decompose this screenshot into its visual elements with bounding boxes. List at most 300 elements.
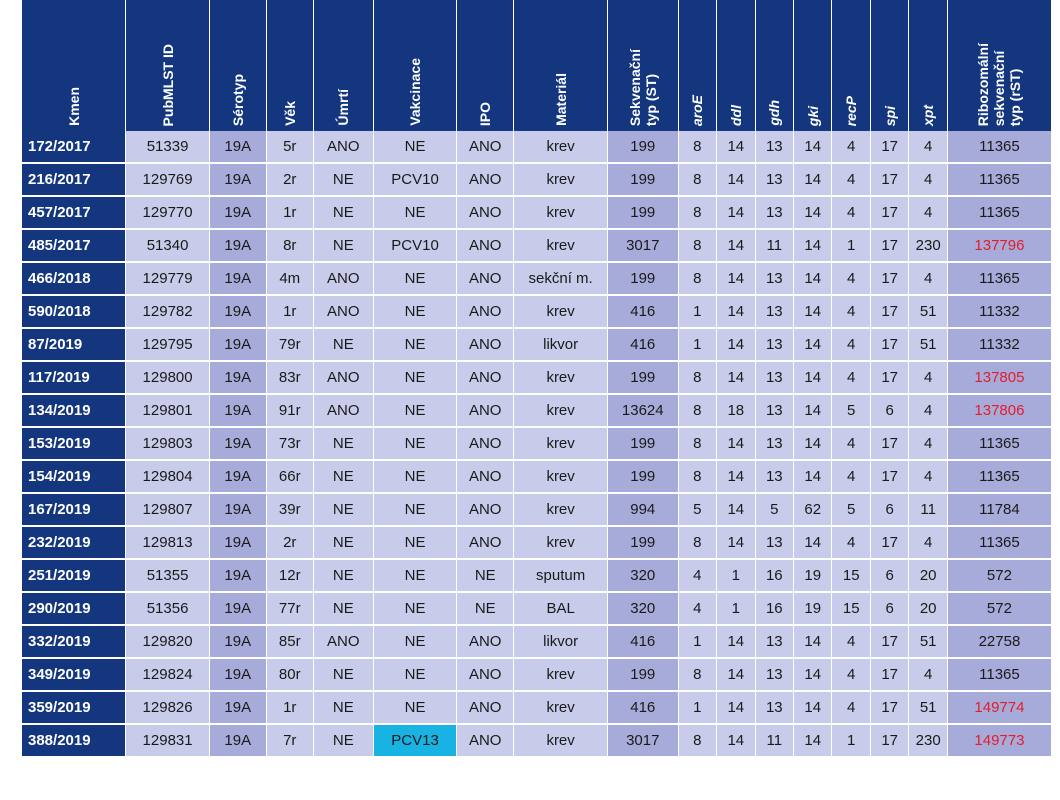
cell-vek: 1r	[266, 295, 313, 328]
column-header-kmen	[22, 0, 126, 131]
cell-ipo: ANO	[457, 625, 514, 658]
cell-aroE: 8	[678, 460, 716, 493]
cell-vek: 79r	[266, 328, 313, 361]
cell-ipo: ANO	[457, 328, 514, 361]
column-header-label: ddl	[727, 105, 744, 126]
cell-serotyp: 19A	[209, 559, 266, 592]
cell-ddl: 14	[717, 163, 755, 196]
cell-ddl: 14	[717, 427, 755, 460]
cell-rst: 149774	[947, 691, 1051, 724]
cell-ddl: 14	[717, 295, 755, 328]
cell-ipo: ANO	[457, 196, 514, 229]
cell-vek: 91r	[266, 394, 313, 427]
cell-pubmlst: 129795	[126, 328, 209, 361]
column-header-label: Úmrtí	[335, 89, 352, 126]
cell-vakcinace: NE	[373, 592, 456, 625]
cell-gdh: 16	[755, 559, 793, 592]
cell-vakcinace: NE	[373, 394, 456, 427]
cell-material: krev	[514, 229, 608, 262]
cell-pubmlst: 51355	[126, 559, 209, 592]
cell-rst: 11365	[947, 163, 1051, 196]
cell-ipo: ANO	[457, 658, 514, 691]
cell-vek: 39r	[266, 493, 313, 526]
cell-serotyp: 19A	[209, 724, 266, 757]
cell-recP: 1	[832, 229, 870, 262]
cell-umrti: ANO	[313, 262, 373, 295]
table-row	[22, 526, 1052, 559]
cell-material: krev	[514, 658, 608, 691]
cell-vakcinace: PCV10	[373, 229, 456, 262]
cell-st: 199	[607, 361, 678, 394]
cell-kmen: 87/2019	[22, 328, 126, 361]
cell-spi: 6	[870, 559, 908, 592]
table-row	[22, 691, 1052, 724]
cell-vek: 83r	[266, 361, 313, 394]
cell-pubmlst: 129769	[126, 163, 209, 196]
cell-ddl: 14	[717, 493, 755, 526]
table-row	[22, 724, 1052, 757]
cell-spi: 17	[870, 658, 908, 691]
cell-material: krev	[514, 131, 608, 163]
cell-st: 416	[607, 295, 678, 328]
cell-kmen: 388/2019	[22, 724, 126, 757]
cell-vakcinace: NE	[373, 493, 456, 526]
column-header-xpt	[909, 0, 947, 131]
cell-gdh: 13	[755, 625, 793, 658]
cell-kmen: 332/2019	[22, 625, 126, 658]
cell-recP: 4	[832, 691, 870, 724]
cell-pubmlst: 129800	[126, 361, 209, 394]
cell-spi: 6	[870, 394, 908, 427]
cell-gki: 14	[794, 361, 832, 394]
cell-pubmlst: 129820	[126, 625, 209, 658]
cell-recP: 15	[832, 592, 870, 625]
column-header-material	[514, 0, 608, 131]
cell-umrti: NE	[313, 460, 373, 493]
cell-ddl: 14	[717, 196, 755, 229]
cell-gki: 14	[794, 427, 832, 460]
cell-umrti: NE	[313, 229, 373, 262]
column-header-vek	[266, 0, 313, 131]
cell-xpt: 4	[909, 262, 947, 295]
cell-aroE: 8	[678, 262, 716, 295]
cell-spi: 17	[870, 691, 908, 724]
cell-kmen: 466/2018	[22, 262, 126, 295]
cell-vek: 77r	[266, 592, 313, 625]
cell-vek: 85r	[266, 625, 313, 658]
cell-ddl: 18	[717, 394, 755, 427]
cell-ipo: ANO	[457, 394, 514, 427]
column-header-label: gki	[804, 105, 821, 126]
cell-material: sekční m.	[514, 262, 608, 295]
cell-gki: 14	[794, 460, 832, 493]
column-header-ddl	[717, 0, 755, 131]
cell-ipo: ANO	[457, 526, 514, 559]
column-header-st	[607, 0, 678, 131]
cell-vakcinace: NE	[373, 262, 456, 295]
cell-recP: 4	[832, 262, 870, 295]
cell-vakcinace: NE	[373, 427, 456, 460]
cell-ddl: 14	[717, 460, 755, 493]
cell-xpt: 20	[909, 559, 947, 592]
cell-gki: 14	[794, 658, 832, 691]
column-header-label: recP	[843, 95, 860, 126]
cell-vakcinace: NE	[373, 295, 456, 328]
cell-ddl: 14	[717, 691, 755, 724]
cell-st: 320	[607, 592, 678, 625]
cell-st: 199	[607, 196, 678, 229]
column-header-label: Materiál	[552, 73, 569, 126]
cell-pubmlst: 51340	[126, 229, 209, 262]
cell-pubmlst: 129770	[126, 196, 209, 229]
cell-kmen: 590/2018	[22, 295, 126, 328]
cell-umrti: ANO	[313, 394, 373, 427]
cell-aroE: 1	[678, 295, 716, 328]
table-row	[22, 658, 1052, 691]
cell-recP: 4	[832, 427, 870, 460]
cell-vakcinace: NE	[373, 328, 456, 361]
cell-umrti: NE	[313, 427, 373, 460]
cell-serotyp: 19A	[209, 295, 266, 328]
cell-rst: 11365	[947, 526, 1051, 559]
cell-st: 416	[607, 691, 678, 724]
cell-xpt: 4	[909, 427, 947, 460]
column-header-label: Sekvenační typ (ST)	[626, 48, 659, 126]
cell-material: krev	[514, 427, 608, 460]
cell-gdh: 13	[755, 427, 793, 460]
column-header-label: spi	[881, 105, 898, 126]
cell-xpt: 4	[909, 163, 947, 196]
cell-gki: 14	[794, 295, 832, 328]
cell-ipo: NE	[457, 559, 514, 592]
cell-vek: 7r	[266, 724, 313, 757]
cell-spi: 17	[870, 196, 908, 229]
cell-kmen: 349/2019	[22, 658, 126, 691]
table-row	[22, 394, 1052, 427]
cell-material: krev	[514, 460, 608, 493]
cell-umrti: ANO	[313, 625, 373, 658]
table-body	[22, 131, 1052, 757]
cell-ipo: ANO	[457, 262, 514, 295]
cell-material: krev	[514, 493, 608, 526]
cell-material: sputum	[514, 559, 608, 592]
cell-st: 13624	[607, 394, 678, 427]
cell-recP: 5	[832, 394, 870, 427]
cell-st: 199	[607, 262, 678, 295]
cell-gdh: 13	[755, 658, 793, 691]
cell-gdh: 13	[755, 196, 793, 229]
cell-umrti: NE	[313, 328, 373, 361]
cell-ipo: ANO	[457, 691, 514, 724]
cell-xpt: 4	[909, 394, 947, 427]
cell-xpt: 20	[909, 592, 947, 625]
cell-recP: 4	[832, 625, 870, 658]
cell-ddl: 1	[717, 559, 755, 592]
cell-umrti: NE	[313, 592, 373, 625]
cell-spi: 6	[870, 592, 908, 625]
column-header-spi	[870, 0, 908, 131]
table-row	[22, 592, 1052, 625]
cell-gki: 14	[794, 328, 832, 361]
cell-gdh: 13	[755, 394, 793, 427]
cell-vakcinace: NE	[373, 691, 456, 724]
table-row	[22, 229, 1052, 262]
cell-kmen: 117/2019	[22, 361, 126, 394]
cell-gki: 14	[794, 724, 832, 757]
cell-rst: 11332	[947, 295, 1051, 328]
column-header-label: Sérotyp	[229, 73, 246, 126]
cell-ddl: 14	[717, 526, 755, 559]
table-row	[22, 328, 1052, 361]
cell-material: krev	[514, 526, 608, 559]
cell-st: 199	[607, 526, 678, 559]
cell-vek: 1r	[266, 196, 313, 229]
cell-gki: 14	[794, 229, 832, 262]
cell-st: 416	[607, 625, 678, 658]
cell-rst: 11784	[947, 493, 1051, 526]
cell-pubmlst: 129782	[126, 295, 209, 328]
cell-aroE: 8	[678, 229, 716, 262]
cell-material: krev	[514, 196, 608, 229]
table-row	[22, 262, 1052, 295]
cell-spi: 17	[870, 131, 908, 163]
cell-rst: 11365	[947, 262, 1051, 295]
cell-st: 416	[607, 328, 678, 361]
cell-gki: 14	[794, 394, 832, 427]
column-header-pubmlst	[126, 0, 209, 131]
cell-aroE: 8	[678, 658, 716, 691]
table-row	[22, 361, 1052, 394]
cell-st: 199	[607, 163, 678, 196]
cell-rst: 11365	[947, 196, 1051, 229]
cell-recP: 4	[832, 526, 870, 559]
cell-ddl: 14	[717, 361, 755, 394]
table-row	[22, 559, 1052, 592]
cell-pubmlst: 129826	[126, 691, 209, 724]
cell-serotyp: 19A	[209, 163, 266, 196]
column-header-aroE	[678, 0, 716, 131]
cell-vek: 66r	[266, 460, 313, 493]
cell-xpt: 11	[909, 493, 947, 526]
cell-xpt: 4	[909, 196, 947, 229]
cell-spi: 17	[870, 262, 908, 295]
cell-gki: 14	[794, 196, 832, 229]
table-header	[22, 0, 1052, 131]
cell-serotyp: 19A	[209, 658, 266, 691]
cell-rst: 137796	[947, 229, 1051, 262]
cell-xpt: 51	[909, 691, 947, 724]
cell-pubmlst: 129824	[126, 658, 209, 691]
cell-ipo: ANO	[457, 724, 514, 757]
cell-rst: 11365	[947, 131, 1051, 163]
cell-gdh: 13	[755, 163, 793, 196]
cell-serotyp: 19A	[209, 526, 266, 559]
cell-vakcinace: PCV13	[373, 724, 456, 757]
cell-material: krev	[514, 361, 608, 394]
cell-ipo: ANO	[457, 460, 514, 493]
cell-material: krev	[514, 295, 608, 328]
cell-pubmlst: 129803	[126, 427, 209, 460]
cell-ipo: ANO	[457, 131, 514, 163]
cell-recP: 4	[832, 361, 870, 394]
cell-aroE: 1	[678, 328, 716, 361]
cell-kmen: 216/2017	[22, 163, 126, 196]
cell-rst: 137805	[947, 361, 1051, 394]
column-header-rst	[947, 0, 1051, 131]
cell-vakcinace: NE	[373, 625, 456, 658]
cell-aroE: 8	[678, 361, 716, 394]
cell-umrti: ANO	[313, 295, 373, 328]
cell-serotyp: 19A	[209, 131, 266, 163]
cell-rst: 572	[947, 592, 1051, 625]
cell-material: BAL	[514, 592, 608, 625]
column-header-label: Ribozomální sekvenační typ (rST)	[975, 42, 1024, 126]
cell-spi: 6	[870, 493, 908, 526]
cell-gdh: 13	[755, 131, 793, 163]
cell-serotyp: 19A	[209, 460, 266, 493]
table-row	[22, 625, 1052, 658]
cell-aroE: 8	[678, 131, 716, 163]
cell-kmen: 485/2017	[22, 229, 126, 262]
table-row	[22, 295, 1052, 328]
cell-gdh: 13	[755, 460, 793, 493]
cell-ipo: ANO	[457, 361, 514, 394]
cell-rst: 11365	[947, 427, 1051, 460]
cell-xpt: 4	[909, 658, 947, 691]
cell-umrti: NE	[313, 658, 373, 691]
cell-spi: 17	[870, 295, 908, 328]
cell-serotyp: 19A	[209, 592, 266, 625]
strain-table	[22, 0, 1052, 758]
cell-vakcinace: NE	[373, 526, 456, 559]
cell-vakcinace: PCV10	[373, 163, 456, 196]
cell-serotyp: 19A	[209, 394, 266, 427]
cell-vek: 73r	[266, 427, 313, 460]
cell-xpt: 51	[909, 625, 947, 658]
column-header-gki	[794, 0, 832, 131]
cell-ddl: 14	[717, 131, 755, 163]
cell-spi: 17	[870, 229, 908, 262]
cell-serotyp: 19A	[209, 625, 266, 658]
table-row	[22, 427, 1052, 460]
cell-gki: 14	[794, 625, 832, 658]
cell-spi: 17	[870, 163, 908, 196]
cell-st: 3017	[607, 229, 678, 262]
cell-ddl: 14	[717, 229, 755, 262]
cell-serotyp: 19A	[209, 328, 266, 361]
cell-gki: 14	[794, 163, 832, 196]
cell-kmen: 172/2017	[22, 131, 126, 163]
cell-vek: 4m	[266, 262, 313, 295]
cell-ddl: 14	[717, 658, 755, 691]
column-header-label: Vakcinace	[407, 58, 424, 126]
table-row	[22, 131, 1052, 163]
column-header-gdh	[755, 0, 793, 131]
cell-ipo: ANO	[457, 493, 514, 526]
column-header-label: IPO	[477, 101, 494, 126]
cell-pubmlst: 129779	[126, 262, 209, 295]
cell-spi: 17	[870, 328, 908, 361]
cell-umrti: ANO	[313, 131, 373, 163]
cell-gki: 14	[794, 131, 832, 163]
cell-serotyp: 19A	[209, 229, 266, 262]
cell-gdh: 11	[755, 229, 793, 262]
cell-pubmlst: 129804	[126, 460, 209, 493]
cell-gki: 14	[794, 691, 832, 724]
column-header-label: Věk	[281, 101, 298, 126]
cell-kmen: 167/2019	[22, 493, 126, 526]
cell-serotyp: 19A	[209, 493, 266, 526]
cell-vek: 2r	[266, 163, 313, 196]
cell-serotyp: 19A	[209, 196, 266, 229]
cell-st: 3017	[607, 724, 678, 757]
cell-aroE: 4	[678, 592, 716, 625]
cell-material: likvor	[514, 328, 608, 361]
cell-st: 199	[607, 658, 678, 691]
cell-gki: 14	[794, 262, 832, 295]
cell-rst: 11365	[947, 658, 1051, 691]
column-header-serotyp	[209, 0, 266, 131]
cell-xpt: 51	[909, 328, 947, 361]
column-header-label: PubMLST ID	[159, 43, 176, 126]
cell-gdh: 16	[755, 592, 793, 625]
header-row	[22, 0, 1052, 131]
cell-material: krev	[514, 163, 608, 196]
cell-aroE: 1	[678, 691, 716, 724]
cell-ipo: ANO	[457, 295, 514, 328]
cell-gdh: 11	[755, 724, 793, 757]
cell-spi: 17	[870, 361, 908, 394]
cell-rst: 149773	[947, 724, 1051, 757]
cell-kmen: 359/2019	[22, 691, 126, 724]
cell-ipo: ANO	[457, 163, 514, 196]
cell-st: 199	[607, 131, 678, 163]
cell-pubmlst: 129813	[126, 526, 209, 559]
cell-spi: 17	[870, 724, 908, 757]
cell-xpt: 4	[909, 131, 947, 163]
cell-vakcinace: NE	[373, 361, 456, 394]
cell-xpt: 51	[909, 295, 947, 328]
cell-recP: 15	[832, 559, 870, 592]
column-header-recP	[832, 0, 870, 131]
cell-ddl: 1	[717, 592, 755, 625]
cell-umrti: NE	[313, 691, 373, 724]
cell-st: 199	[607, 460, 678, 493]
cell-recP: 4	[832, 328, 870, 361]
cell-spi: 17	[870, 427, 908, 460]
table-row	[22, 196, 1052, 229]
cell-aroE: 1	[678, 625, 716, 658]
cell-ipo: ANO	[457, 229, 514, 262]
cell-aroE: 8	[678, 526, 716, 559]
cell-xpt: 4	[909, 361, 947, 394]
cell-pubmlst: 51339	[126, 131, 209, 163]
cell-ddl: 14	[717, 262, 755, 295]
cell-aroE: 5	[678, 493, 716, 526]
cell-spi: 17	[870, 460, 908, 493]
cell-ipo: NE	[457, 592, 514, 625]
cell-kmen: 232/2019	[22, 526, 126, 559]
cell-vakcinace: NE	[373, 460, 456, 493]
cell-gdh: 13	[755, 295, 793, 328]
cell-xpt: 4	[909, 460, 947, 493]
cell-kmen: 457/2017	[22, 196, 126, 229]
cell-aroE: 8	[678, 163, 716, 196]
cell-aroE: 8	[678, 196, 716, 229]
cell-umrti: NE	[313, 196, 373, 229]
cell-gdh: 5	[755, 493, 793, 526]
table-wrapper	[22, 0, 1052, 758]
